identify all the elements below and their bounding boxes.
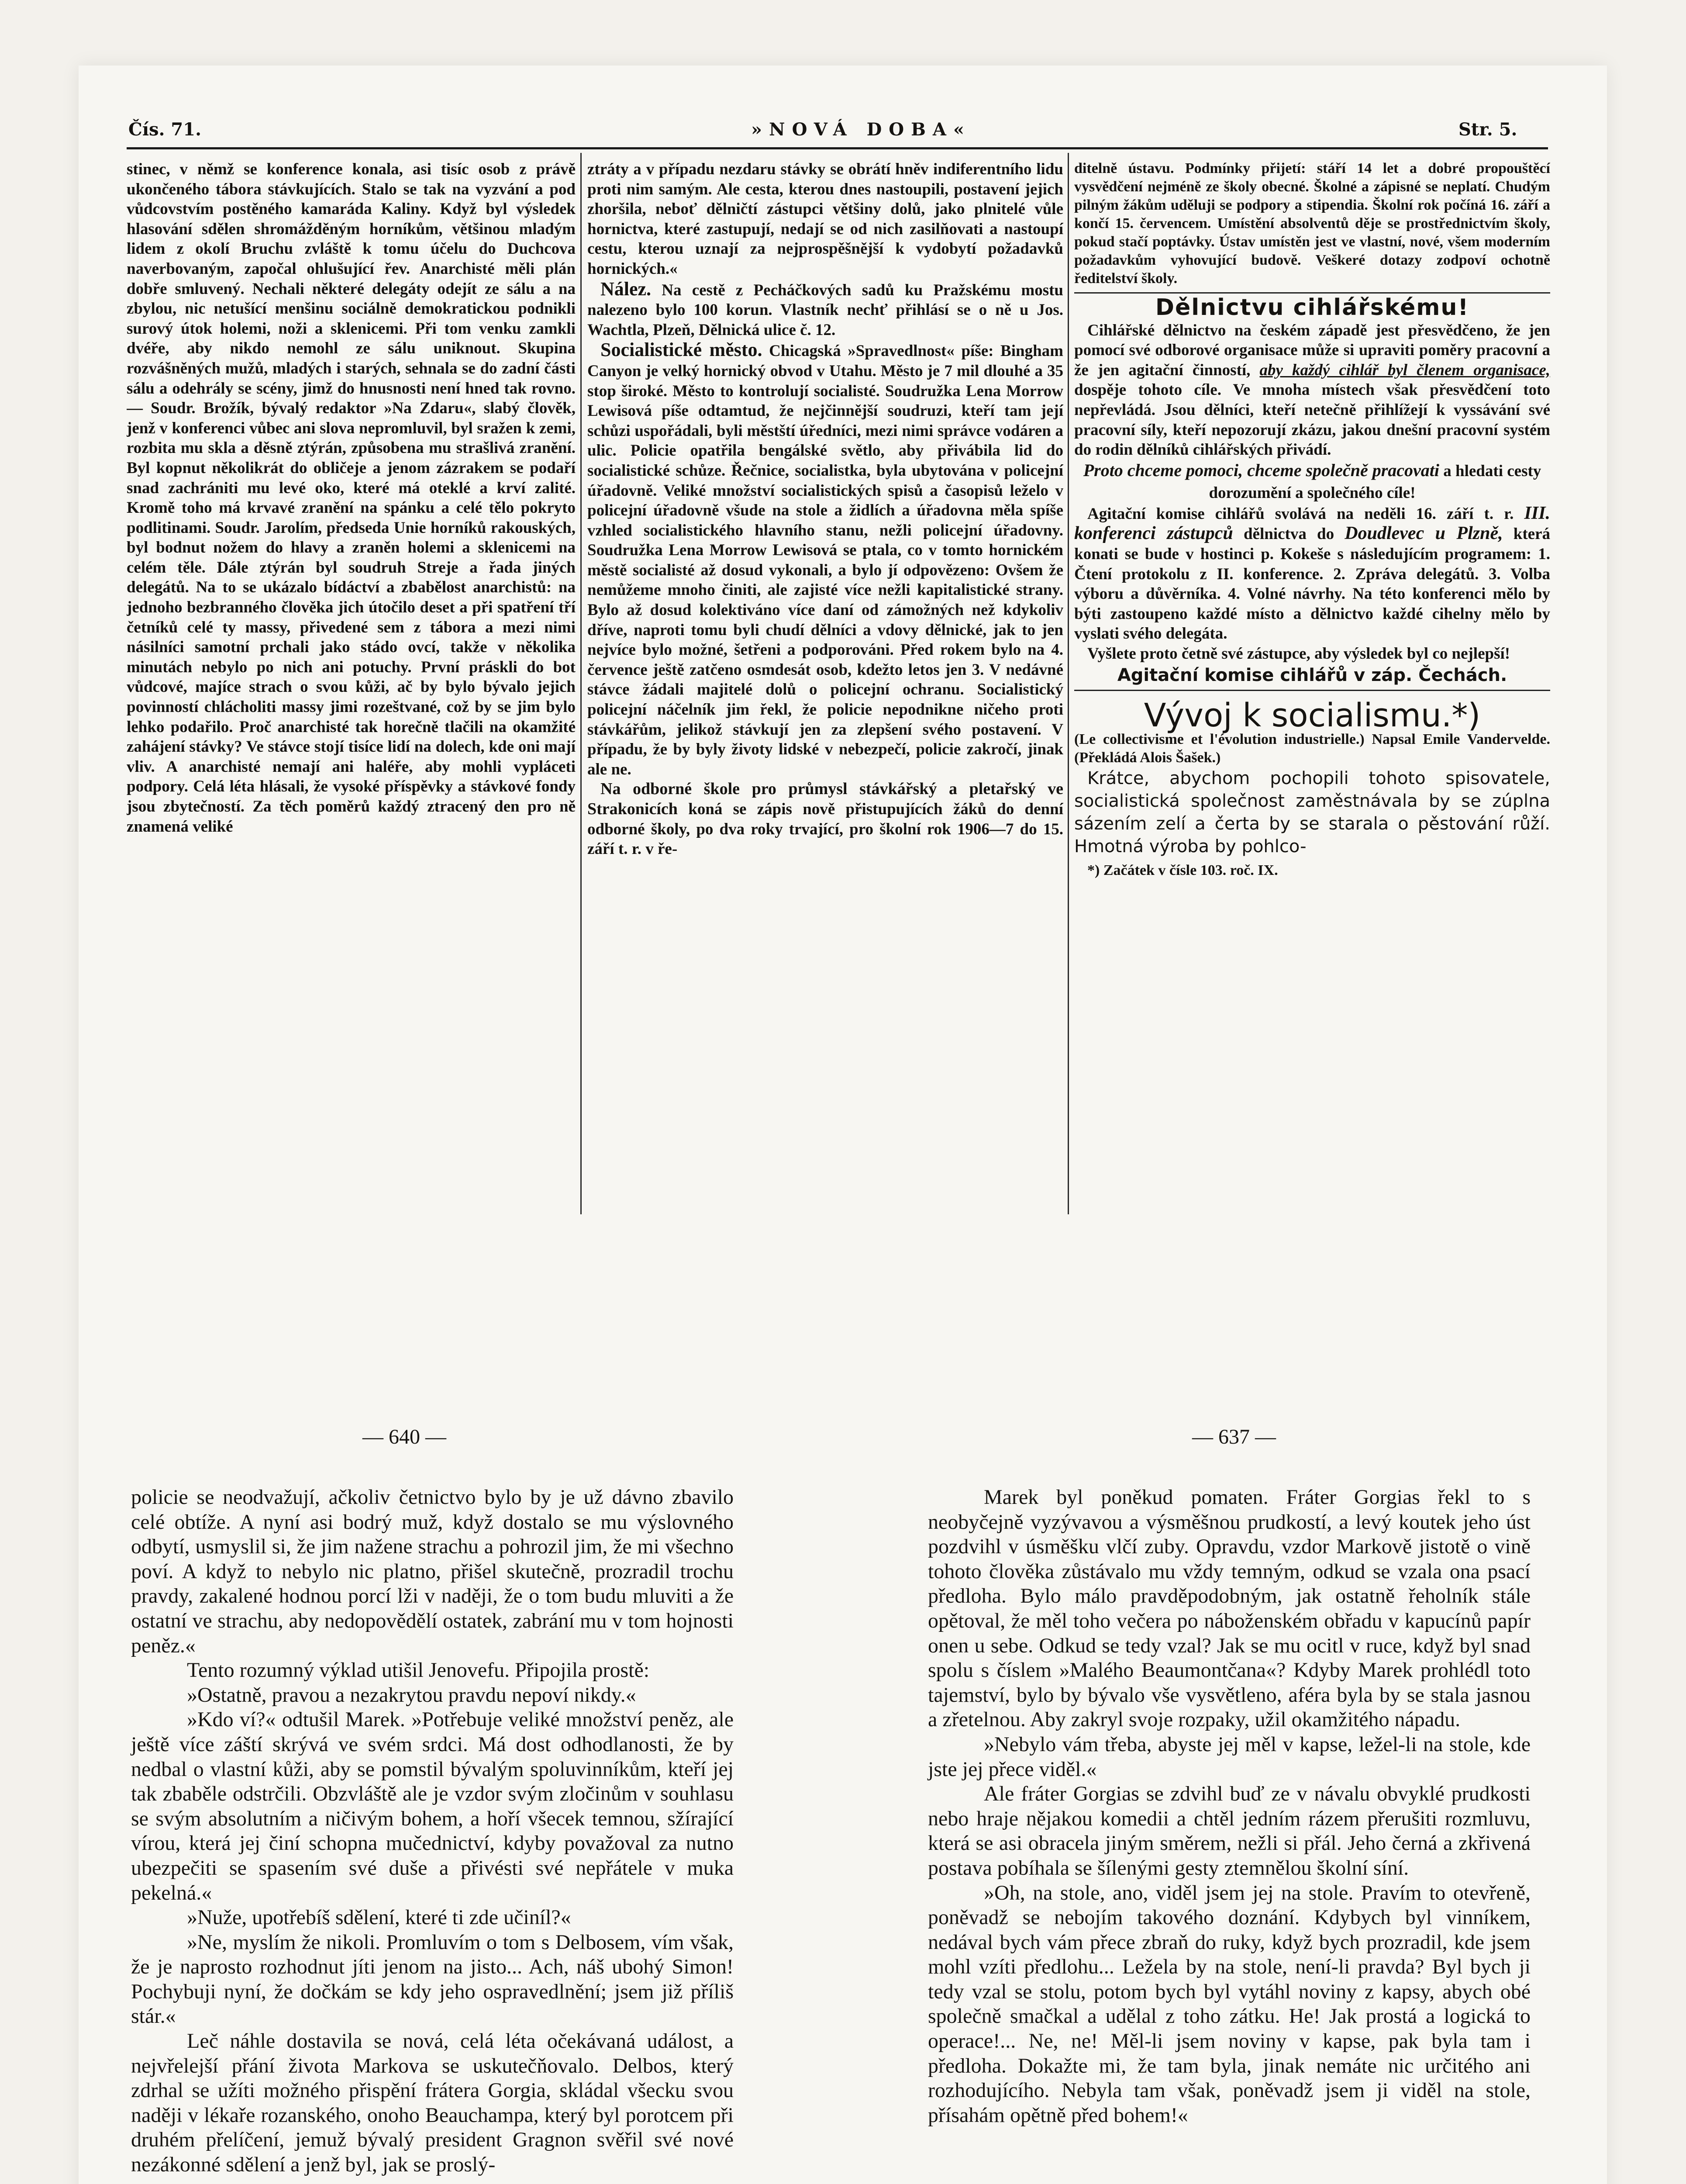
serial-title: Vývoj k socialismu.*) bbox=[1144, 697, 1481, 735]
conference-text-b: dělnictva do bbox=[1233, 525, 1345, 543]
socialist-town-article bbox=[587, 340, 1063, 779]
nalez-notice bbox=[587, 279, 1063, 340]
conference-place: Doudlevec u Plzně, bbox=[1345, 523, 1503, 544]
brickworkers-text-a: Cihlářské dělnictvo na českém západě jest přesvědčeno, že jen pomocí své odborové organisace může si upraviti poměry pracovní a že jen agitační činností, bbox=[1074, 321, 1550, 379]
left-page-number: — 640 — bbox=[362, 1425, 446, 1448]
novel-left-paragraph: Tento rozumný výklad utišil Jenovefu. Připojila prostě: bbox=[187, 1659, 650, 1682]
school-text: koná se zápis nově přistupujících žáků do denní odborné školy, po dva roky trvající, pro školní rok 1906—7 do 15. září t. r. v ře- bbox=[587, 800, 1063, 858]
conference-name: III. konferenci zástupců bbox=[1074, 503, 1550, 544]
school-notice bbox=[587, 779, 1063, 859]
novel-right-page bbox=[928, 1485, 1531, 2184]
strike-report-text: stinec, v němž se konference konala, asi tisíc osob z právě ukončeného tábora stávkujících. Stalo se tak na vyzvání a pod vůdcovstvím postěného kamaráda Kaliny. Když byl výsledek hlasování sdělen shromážděným horníkům, většinou mladým lidem z okolí Bruchu zvláště k tomu účelu do Duchcova naverbovaným, započal ohlušující řev. Anarchisté měli plán dobře smluvený. Nechali některé delegáty odejít ze sálu a na zbylou, nic netušící menšinu sociálně demokratickou podnikli surový útok holemi, noži a sklenicemi. Při tom venku zamkli dvéře, aby nikdo nemohl ze sálu uniknout. Skupina rozvášněných mužů, mladých i starých, sehnala se do zadní části sálu a odehrály se scény, jimž do hnusnosti není hned tak rovno. — Soudr. Brožík, bývalý redaktor »Na Zdaru«, slabý člověk, jenž v konferenci vůbec ani slova nepromluvil, byl sražen k zemi, rozbita mu skla a děsně ztýrán, způsobena mu strašlivá zranění. Byl kopnut několikrát do obličeje a jenom zázrakem se podaří snad zachrániti mu levé oko, které má oteklé a krví zalité. Kromě toho má krvavé zranění na spánku a celé tělo pokryto podlitinami. Soudr. Jarolím, předseda Unie horníků rakouských, byl bodnut nožem do hlavy a zraněn holemi a sklenicemi na celém těle. Dále ztýrán byl soudruh Streje a řada jiných delegátů. Na to se ukázalo bídáctví a zbabělost anarchistů: na jednoho bezbranného člověka jich útočilo deset a při spatření tří četníků celé ty massy, přivedené sem z tábora a mezi nimi násilníci samotní prchali jako stádo ovcí, takže v několika minutách nebylo po nich ani potuchy. První práskli do bot vůdcové, majíce strach o svou kůži, ač by bylo bývalo jejich povinností chlácholiti massy jimi rozeštvané, což by se jim bylo lehko podařilo. Proč anarchisté tak horečně tlačili na okamžité zahájení stávky? Ve stávce stojí tisíce lidí na dolech, kde oni mají vliv. A anarchisté nemají ani haléře, aby mohli vypláceti podpory. Celá léta hlásali, že vysoké příspěvky a stávkové fondy jsou zbytečností. Za těch poměrů každý ztracený den pro ně znamená veliké bbox=[127, 160, 576, 836]
novel-right-paragraph: Ale fráter Gorgias se zdvihl buď ze v návalu obvyklé prudkosti nebo hraje nějakou komedii a chtěl jedním rázem přerušiti rozmluvu, která se asi obracela jiným směrem, nežli si přál. Jeho černá a zkřivená postava pobíhala se šílenými gesty ztemnělou školní síní. bbox=[928, 1782, 1531, 1880]
serial-text: Krátce, abychom pochopili tohoto spisovatele, socialistická společnost zaměstnávala by se zúplna sázením zelí a čerta by se starala o pěstování růží. Hmotná výroba by pohlco- bbox=[1074, 768, 1550, 857]
agitation-committee-signature: Agitační komise cihlářů v záp. Čechách. bbox=[1117, 665, 1507, 685]
novel-left-paragraph: »Kdo ví?« odtušil Marek. »Potřebuje veliké množství peněz, ale ještě více záští skrývá ve svém srdci. Má dost odhodlanosti, že by nedbal o vlastní kůži, aby se pomstil bývalým spoluvinníkům, kteří jej tak zbaběle odstrčili. Obzvláště ale je vzdor svým zločinům v souhlasu se svým absolutním a ničivým bohem, a hoří všecek temnou, sžírající vírou, která jej činí schopna mučednictví, kdyby považoval za nutno ubezpečiti se spasením své duše a přivésti své nepřátele v muka pekelná.« bbox=[131, 1708, 734, 1904]
page-number-header: Str. 5. bbox=[1458, 119, 1517, 140]
section-divider bbox=[1074, 292, 1550, 294]
brickworkers-paragraph-1 bbox=[1074, 321, 1550, 460]
slogan-rest: a hledati cesty dorozumění a společného cíle! bbox=[1209, 462, 1541, 502]
school-heading: Na odborné škole pro průmysl stávkářský a pletařský ve Strakonicích bbox=[587, 780, 1063, 818]
novel-left-paragraph: »Ostatně, pravou a nezakrytou pravdu nepoví nikdy.« bbox=[187, 1683, 636, 1707]
novel-left-page bbox=[131, 1485, 734, 2184]
conference-announcement bbox=[1074, 504, 1550, 644]
brickworkers-banner: Dělnictvu cihlářskému! bbox=[1155, 294, 1469, 321]
novel-left-paragraph: »Nuže, upotřebíš sdělení, které ti zde učiníl?« bbox=[187, 1906, 571, 1929]
column-rule-1 bbox=[580, 153, 582, 1214]
slogan-emphasis: Proto chceme pomoci, chceme společně pracovati bbox=[1083, 460, 1440, 480]
brickworkers-slogan bbox=[1074, 460, 1550, 504]
header-rule bbox=[127, 147, 1548, 149]
novel-left-paragraph: policie se neodvažují, ačkoliv četnictvo bylo by je už dávno zbavilo celé obtíže. A nyní asi bodrý muž, když dostalo se mu výslovného odbytí, usmyslil si, že jim nažene strachu a pohrozil jim, že mi všechno poví. A když to nebylo nic platno, přišel skutečně, prozradil trochu pravdy, zakalené hodnou porcí lži v naději, že o tom budu mluviti a že ostatní ve strachu, aby nedopovědělí ostatek, zabrání mu v tom hojnosti peněz.« bbox=[131, 1486, 734, 1657]
newspaper-title: »NOVÁ DOBA« bbox=[751, 119, 971, 140]
conference-appeal: Vyšlete proto četně své zástupce, aby výsledek byl co nejlepší! bbox=[1087, 644, 1510, 663]
conference-text-a: Agitační komise cihlářů svolává na neděli 16. září t. r. bbox=[1087, 505, 1524, 523]
nalez-text: Na cestě z Pecháčkových sadů ku Pražskému mostu nalezeno bylo 100 korun. Vlastník nechť přihlásí se o ně u Jos. Wachtla, Plzeň, Dělnická ulice č. 12. bbox=[587, 281, 1063, 339]
right-page-number: — 637 — bbox=[1192, 1425, 1276, 1448]
serial-footnote: *) Začátek v čísle 103. roč. IX. bbox=[1087, 862, 1278, 878]
socialist-town-text: Chicagská »Spravedlnost« píše: Bingham Canyon je velký hornický obvod v Utahu. Město je 7 mil dlouhé a 35 stop široké. Město to kontrolují socialisté. Soudružka Lena Morrow Lewisová píše odtamtud, že nejčinnější soudruzi, kteří tam její schůzi uspořádali, byli městští úředníci, mezi nimi správce vodáren a ulic. Policie opatřila bengálské světlo, aby přivábila lid do socialistické schůze. Řečnice, socialistka, byla ubytována v policejní úřadovně. Veliké množství socialistických spisů a časopisů leželo v policejní úřadovně všude na stole a židlích a úřadovna měla spíše vzhled socialistického hlavního stanu, nežli policejní úřadovny. Soudružka Lena Morrow Lewisová se ptala, co v tomto hornickém městě socialisté až dosud vykonali, a bylo jí odpovězeno: Ovšem že nemůžeme mnoho činiti, ale zajisté více nežli kapitalistické strany. Bylo až dosud kolektiváno více daní od zámožných než kdykoliv dříve, naproti tomu byli chudí dělníci a vdovy dělnické, jak to jen nejvíce bylo možné, šetřeni a podporováni. Před rokem bylo na 4. července ještě zatčeno osmdesát osob, kdežto letos jen 3. V nedávné stávce žádali majitelé dolů o policejní ochranu. Socialistický policejní náčelník jim řekl, že policie nepodnikne ničeho proti stávkářům, jelikož stávkují jen za zlepšení svého postavení. V případu, že by byly životy lidské v nebezpečí, policie zakročí, jinak ale ne. bbox=[587, 342, 1063, 778]
novel-right-paragraph: »Nebylo vám třeba, abyste jej měl v kapse, ležel-li na stole, kde jste jej přece viděl.« bbox=[928, 1732, 1531, 1781]
brickworkers-text-b: dospěje tohoto cíle. Ve mnoha místech však přesvědčení toto nepřevládá. Jsou dělníci, kteří netečně přihlížejí k vyssávání své pracovní síly, kteří nepozorují zkázu, jakou dnešní pracovní systém do rodin dělníků cihlářských přivádí. bbox=[1074, 381, 1550, 459]
conference-text-c: která konati se bude v hostinci p. Kokeše s následujícím programem: 1. Čtení protokolu z II. konference. 2. Zpráva delegátů. 3. Volba výboru a důvěrníka. 4. Volné návrhy. Na této konferenci mělo by býti zastoupeno každé místo a dělnictvo každé cihelny mělo by vyslati svého delegáta. bbox=[1074, 525, 1550, 643]
novel-left-paragraph: Leč náhle dostavila se nová, celá léta očekávaná událost, a nejvřelejší přání života Markova se uskutečňovalo. Delbos, který zdrhal se užíti možného přispění frátera Gorgia, skládal všecku svou naději v lékaře rozanského, onoho Beauchampa, který byl porotcem při druhém přelíčení, jemuž bývalý president Gragnon svěřil své nové nezákonné sdělení a jenž byl, jak se proslý- bbox=[131, 2029, 734, 2177]
strike-report-continued: ztráty a v případu nezdaru stávky se obrátí hněv indiferentního lidu proti nim samým. Ale cesta, kterou dnes nastoupili, postavení jejich zhoršila, neboť dělničtí zástupci většiny dolů, jako plnitelé vůle hornictva, které zastupují, nedají se od nich zasilňovati a nastoupí cestu, kterou uznají za nejprospěšnější k vydobytí požadavků hornických.« bbox=[587, 160, 1063, 278]
school-notice-continued: ditelně ústavu. Podmínky přijetí: stáří 14 let a dobré propouštěcí vysvědčení nejméně ze školy obecné. Školné a zápisné se neplatí. Chudým pilným žákům uděluji se podpory a stipendia. Školní rok počíná 16. září a končí 15. červencem. Umístění absolventů děje se prostřednictvím školy, pokud stačí poptávky. Ústav umístěn jest ve vlastní, nové, všem moderním požadavkům vyhovující budově. Veškeré dotazy zodpoví ochotně ředitelství školy. bbox=[1074, 160, 1550, 287]
article-column-1 bbox=[127, 159, 576, 1216]
column-rule-2 bbox=[1068, 153, 1069, 1214]
novel-right-paragraph: Marek byl poněkud pomaten. Fráter Gorgias řekl to s neobyčejně vyzývavou a výsměšnou prudkostí, a levý koutek jeho úst pozdvihl v úsměšku vlčí zuby. Opravdu, vzdor Markově jistotě o vině tohoto člověka zůstávalo mu vždy temným, odkud se vzala ona psací předloha. Bylo málo pravděpodobným, jak ostatně řeholník stále opětoval, že měl toho večera po náboženském obřadu v kapucínů papír onen u sebe. Odkud se tedy vzal? Jak se mu ocitl v ruce, když byl snad spolu s číslem »Malého Beaumontčana«? Kdyby Marek prohlédl toto tajemství, bylo by bývalo vše vysvětleno, aféra byla by se stala jasnou a zřetelnou. Aby zakryl svoje rozpaky, užil okamžitého nápadu. bbox=[928, 1486, 1531, 1731]
serial-source: (Le collectivisme et l'évolution industrielle.) Napsal Emile Vandervelde. (Překládá Alois Šašek.) bbox=[1074, 731, 1550, 766]
section-divider-2 bbox=[1074, 690, 1550, 691]
novel-right-paragraph: »Oh, na stole, ano, viděl jsem jej na stole. Pravím to otevřeně, poněvadž se nebojím takového doznání. Kdybych byl vinníkem, nedával bych vám přece zbraň do ruky, když bych prozradil, kde jsem mohl vzíti předlohu... Ležela by na stole, není-li pravda? Byl bych ji tedy vzal se stolu, potom bych byl vytáhl noviny z kapsy, abych obé společně smačkal a udělal z toho zátku. He! Jak prostá a logická to operace!... Ne, ne! Měl-li jsem noviny v kapse, pak byla tam i předloha. Dokažte mi, že tam byla, jinak nemáte nic určitého ani rozhodujícího. Nebyla tam však, poněvadž jsem ji viděl na stole, přísahám opětně před bohem!« bbox=[928, 1881, 1531, 2127]
brickworkers-emphasis: aby každý cihlář byl členem organisace, bbox=[1259, 361, 1550, 379]
article-column-3 bbox=[1074, 159, 1550, 1216]
issue-number: Čís. 71. bbox=[128, 119, 201, 140]
socialist-town-heading: Socialistické město. bbox=[600, 339, 762, 361]
nalez-heading: Nález. bbox=[600, 278, 652, 300]
article-column-2 bbox=[587, 159, 1063, 1216]
novel-left-paragraph: »Ne, myslím že nikoli. Promluvím o tom s Delbosem, vím však, že je naprosto rozhodnut jíti jenom na jisto... Ach, náš ubohý Simon! Pochybuji nyní, že dočkám se kdy jeho ospravedlnění; jsem již příliš stár.« bbox=[131, 1930, 734, 2028]
